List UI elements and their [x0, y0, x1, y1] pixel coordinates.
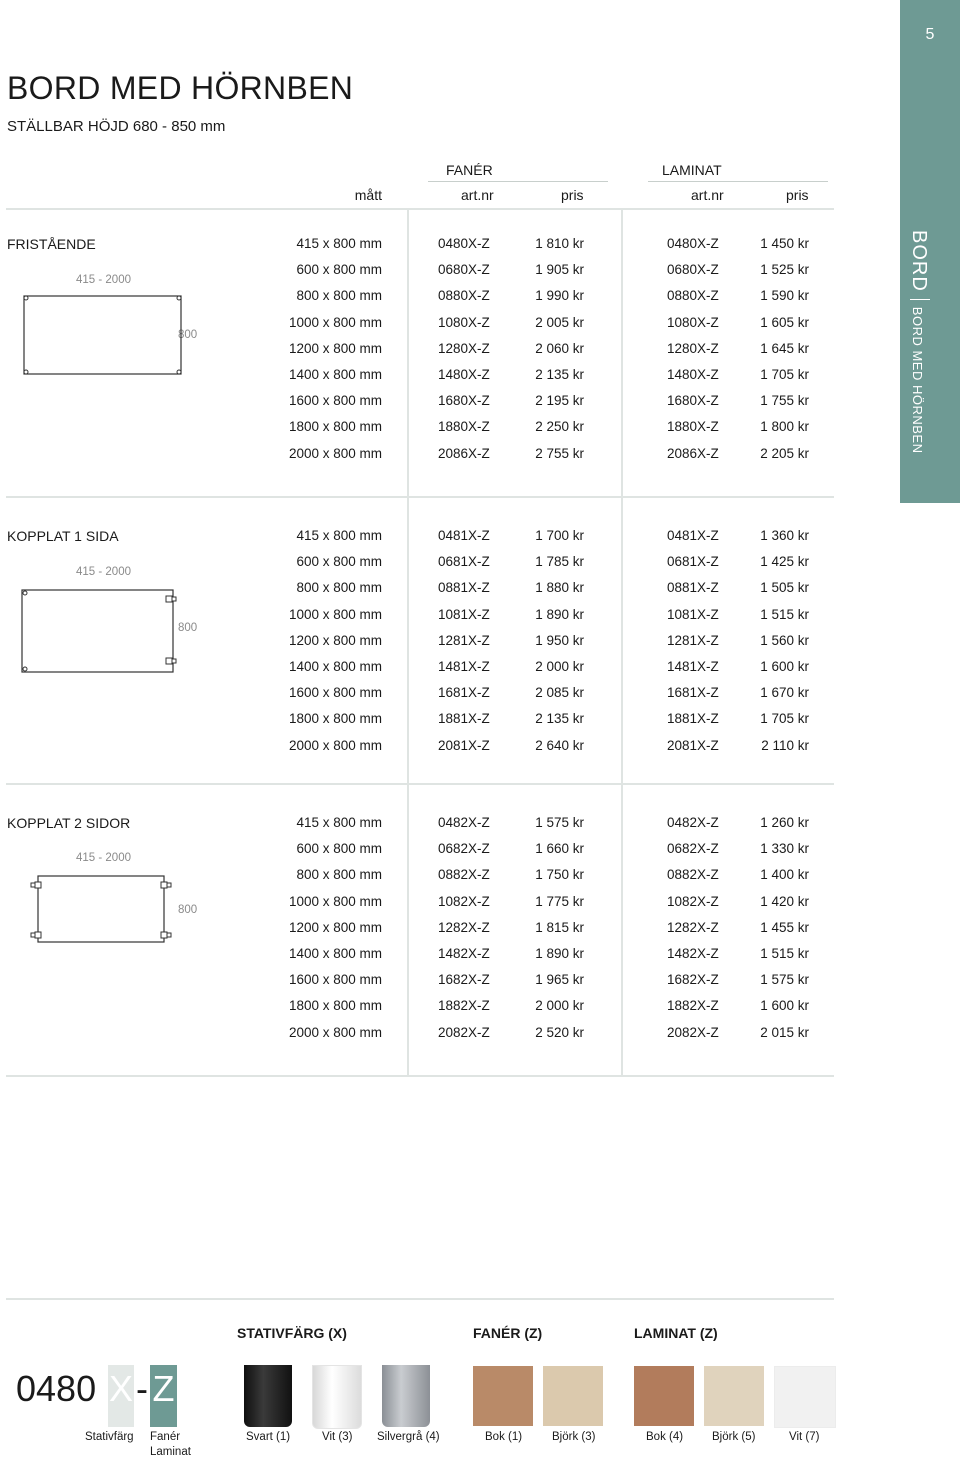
- cell-faner-artnr: 0682X-Z: [438, 841, 490, 856]
- cell-size: 1000 x 800 mm: [288, 894, 382, 909]
- cell-size: 415 x 800 mm: [296, 528, 382, 543]
- cell-laminat-pris: 1 600 kr: [760, 659, 809, 674]
- side-tab-sub: BORD MED HÖRNBEN: [910, 306, 925, 454]
- cell-laminat-pris: 2 015 kr: [760, 1025, 809, 1040]
- cell-laminat-artnr: 1480X-Z: [667, 367, 719, 382]
- cell-laminat-artnr: 1281X-Z: [667, 633, 719, 648]
- cell-laminat-pris: 1 260 kr: [760, 815, 809, 830]
- section2-rule: [6, 783, 834, 785]
- cell-faner-pris: 2 060 kr: [535, 341, 584, 356]
- cell-faner-pris: 2 640 kr: [535, 738, 584, 753]
- cell-laminat-artnr: 1082X-Z: [667, 894, 719, 909]
- cell-faner-artnr: 1680X-Z: [438, 393, 490, 408]
- cell-size: 800 x 800 mm: [296, 867, 382, 882]
- cell-laminat-artnr: 2081X-Z: [667, 738, 719, 753]
- cell-laminat-artnr: 0482X-Z: [667, 815, 719, 830]
- cell-faner-pris: 1 905 kr: [535, 262, 584, 277]
- code-digits: 0480: [16, 1368, 97, 1409]
- cell-faner-pris: 1 880 kr: [535, 580, 584, 595]
- cell-faner-artnr: 2086X-Z: [438, 446, 490, 461]
- cell-size: 1400 x 800 mm: [288, 659, 382, 674]
- cell-faner-pris: 1 810 kr: [535, 236, 584, 251]
- swatch-label: Bok (1): [485, 1431, 523, 1443]
- header-laminat: LAMINAT: [662, 162, 722, 178]
- cell-laminat-pris: 1 705 kr: [760, 367, 809, 382]
- cell-size: 1600 x 800 mm: [288, 393, 382, 408]
- cell-laminat-pris: 1 560 kr: [760, 633, 809, 648]
- cell-faner-pris: 1 815 kr: [535, 920, 584, 935]
- cell-faner-artnr: 1882X-Z: [438, 998, 490, 1013]
- side-tab-divider: [910, 299, 930, 300]
- cell-laminat-pris: 1 425 kr: [760, 554, 809, 569]
- cell-size: 1000 x 800 mm: [288, 315, 382, 330]
- cell-faner-artnr: 1082X-Z: [438, 894, 490, 909]
- col-laminat-artnr: art.nr: [691, 187, 724, 203]
- cell-laminat-pris: 1 400 kr: [760, 867, 809, 882]
- code-label-faner: Fanér: [150, 1431, 181, 1443]
- cell-faner-artnr: 1080X-Z: [438, 315, 490, 330]
- cell-laminat-pris: 1 330 kr: [760, 841, 809, 856]
- cell-laminat-pris: 1 590 kr: [760, 288, 809, 303]
- swatch-faner-bjork: [543, 1366, 603, 1426]
- cell-faner-artnr: 0680X-Z: [438, 262, 490, 277]
- cell-faner-artnr: 2081X-Z: [438, 738, 490, 753]
- col-faner-pris: pris: [561, 187, 584, 203]
- cell-faner-artnr: 1480X-Z: [438, 367, 490, 382]
- cell-size: 415 x 800 mm: [296, 815, 382, 830]
- cell-faner-artnr: 1881X-Z: [438, 711, 490, 726]
- cell-faner-artnr: 0681X-Z: [438, 554, 490, 569]
- cell-faner-pris: 1 965 kr: [535, 972, 584, 987]
- page-subtitle: STÄLLBAR HÖJD 680 - 850 mm: [7, 118, 226, 135]
- legend-head-stativ: STATIVFÄRG (X): [237, 1325, 347, 1341]
- leg-swatch-vit: [312, 1365, 362, 1429]
- cell-size: 2000 x 800 mm: [288, 738, 382, 753]
- col-divider-2: [621, 208, 623, 1075]
- swatch-label: Vit (3): [322, 1431, 353, 1443]
- cell-laminat-pris: 2 110 kr: [761, 738, 809, 753]
- cell-laminat-pris: 1 525 kr: [760, 262, 809, 277]
- cell-faner-pris: 2 755 kr: [535, 446, 584, 461]
- cell-laminat-pris: 1 645 kr: [760, 341, 809, 356]
- cell-laminat-pris: 1 575 kr: [760, 972, 809, 987]
- leg-swatch-svart: [244, 1365, 292, 1427]
- cell-laminat-pris: 1 360 kr: [760, 528, 809, 543]
- swatch-laminat-vit: [774, 1366, 836, 1428]
- cell-faner-artnr: 0882X-Z: [438, 867, 490, 882]
- diagram-depth-label: 800: [178, 622, 198, 634]
- cell-faner-pris: 2 005 kr: [535, 315, 584, 330]
- cell-faner-pris: 1 990 kr: [535, 288, 584, 303]
- cell-laminat-artnr: 0480X-Z: [667, 236, 719, 251]
- cell-size: 2000 x 800 mm: [288, 446, 382, 461]
- cell-laminat-artnr: 1080X-Z: [667, 315, 719, 330]
- code-dash: -: [136, 1368, 148, 1409]
- cell-faner-artnr: 1482X-Z: [438, 946, 490, 961]
- cell-laminat-pris: 1 515 kr: [760, 607, 809, 622]
- cell-size: 1800 x 800 mm: [288, 711, 382, 726]
- page-title: BORD MED HÖRNBEN: [7, 70, 354, 106]
- cell-laminat-artnr: 0882X-Z: [667, 867, 719, 882]
- cell-laminat-pris: 1 670 kr: [760, 685, 809, 700]
- side-tab-main: BORD: [908, 230, 930, 292]
- cell-faner-pris: 2 135 kr: [535, 711, 584, 726]
- section-label-kopplat-1: KOPPLAT 1 SIDA: [7, 528, 119, 544]
- cell-faner-artnr: 0480X-Z: [438, 236, 490, 251]
- cell-faner-pris: 2 195 kr: [535, 393, 584, 408]
- header-rule: [6, 208, 834, 210]
- cell-faner-artnr: 0881X-Z: [438, 580, 490, 595]
- cell-laminat-artnr: 0681X-Z: [667, 554, 719, 569]
- code-x: X: [108, 1365, 134, 1427]
- swatch-label: Bok (4): [646, 1431, 684, 1443]
- table-diagram-coupled-two-sides: [28, 870, 178, 950]
- cell-size: 1200 x 800 mm: [288, 341, 382, 356]
- cell-laminat-artnr: 0680X-Z: [667, 262, 719, 277]
- cell-laminat-pris: 1 450 kr: [760, 236, 809, 251]
- cell-laminat-artnr: 0881X-Z: [667, 580, 719, 595]
- cell-laminat-artnr: 1482X-Z: [667, 946, 719, 961]
- code-label-laminat: Laminat: [150, 1446, 191, 1458]
- leg-swatch-silvergra: [382, 1365, 430, 1427]
- cell-faner-pris: 2 085 kr: [535, 685, 584, 700]
- cell-size: 1800 x 800 mm: [288, 419, 382, 434]
- cell-size: 800 x 800 mm: [296, 288, 382, 303]
- cell-size: 1400 x 800 mm: [288, 946, 382, 961]
- cell-faner-artnr: 0481X-Z: [438, 528, 490, 543]
- cell-faner-pris: 2 000 kr: [535, 998, 584, 1013]
- cell-faner-pris: 1 785 kr: [535, 554, 584, 569]
- cell-laminat-artnr: 1280X-Z: [667, 341, 719, 356]
- legend-head-laminat: LAMINAT (Z): [634, 1325, 718, 1341]
- col-matt: mått: [354, 187, 382, 203]
- diagram-width-label: 415 - 2000: [76, 566, 131, 578]
- cell-laminat-pris: 1 600 kr: [760, 998, 809, 1013]
- cell-faner-pris: 1 775 kr: [535, 894, 584, 909]
- cell-laminat-pris: 1 755 kr: [760, 393, 809, 408]
- cell-laminat-artnr: 2082X-Z: [667, 1025, 719, 1040]
- cell-faner-artnr: 2082X-Z: [438, 1025, 490, 1040]
- cell-size: 1600 x 800 mm: [288, 972, 382, 987]
- cell-faner-pris: 2 135 kr: [535, 367, 584, 382]
- diagram-depth-label: 800: [178, 904, 198, 916]
- cell-laminat-pris: 1 515 kr: [760, 946, 809, 961]
- legend-head-faner: FANÉR (Z): [473, 1325, 543, 1341]
- section-label-fristaende: FRISTÅENDE: [7, 236, 96, 252]
- cell-laminat-pris: 2 205 kr: [760, 446, 809, 461]
- swatch-label: Björk (3): [552, 1431, 596, 1443]
- cell-faner-pris: 2 520 kr: [535, 1025, 584, 1040]
- cell-size: 1000 x 800 mm: [288, 607, 382, 622]
- cell-laminat-artnr: 1681X-Z: [667, 685, 719, 700]
- col-laminat-pris: pris: [786, 187, 809, 203]
- cell-size: 1200 x 800 mm: [288, 633, 382, 648]
- cell-laminat-artnr: 1081X-Z: [667, 607, 719, 622]
- cell-faner-artnr: 1481X-Z: [438, 659, 490, 674]
- cell-faner-pris: 1 660 kr: [535, 841, 584, 856]
- cell-faner-artnr: 0482X-Z: [438, 815, 490, 830]
- cell-faner-pris: 2 000 kr: [535, 659, 584, 674]
- cell-faner-artnr: 1081X-Z: [438, 607, 490, 622]
- swatch-laminat-bjork: [704, 1366, 764, 1426]
- cell-size: 415 x 800 mm: [296, 236, 382, 251]
- cell-size: 600 x 800 mm: [296, 554, 382, 569]
- cell-faner-artnr: 1682X-Z: [438, 972, 490, 987]
- section1-rule: [6, 496, 834, 498]
- diagram-depth-label: 800: [178, 329, 198, 341]
- cell-faner-pris: 2 250 kr: [535, 419, 584, 434]
- cell-laminat-artnr: 1882X-Z: [667, 998, 719, 1013]
- diagram-width-label: 415 - 2000: [76, 852, 131, 864]
- cell-laminat-pris: 1 455 kr: [760, 920, 809, 935]
- cell-size: 800 x 800 mm: [296, 580, 382, 595]
- cell-faner-pris: 1 700 kr: [535, 528, 584, 543]
- cell-laminat-artnr: 1481X-Z: [667, 659, 719, 674]
- col-divider-1: [407, 208, 409, 1075]
- swatch-label: Silvergrå (4): [377, 1431, 440, 1443]
- cell-size: 1400 x 800 mm: [288, 367, 382, 382]
- page-number: 5: [925, 26, 935, 43]
- cell-faner-artnr: 1880X-Z: [438, 419, 490, 434]
- cell-laminat-pris: 1 705 kr: [760, 711, 809, 726]
- header-laminat-rule: [648, 181, 828, 182]
- cell-faner-artnr: 1681X-Z: [438, 685, 490, 700]
- cell-laminat-pris: 1 800 kr: [760, 419, 809, 434]
- cell-size: 1200 x 800 mm: [288, 920, 382, 935]
- header-faner: FANÉR: [446, 162, 493, 178]
- swatch-laminat-bok: [634, 1366, 694, 1426]
- table-diagram-coupled-one-side: [18, 584, 188, 679]
- cell-laminat-artnr: 0682X-Z: [667, 841, 719, 856]
- diagram-width-label: 415 - 2000: [76, 274, 131, 286]
- cell-laminat-artnr: 1880X-Z: [667, 419, 719, 434]
- cell-size: 1600 x 800 mm: [288, 685, 382, 700]
- legend-top-rule: [6, 1298, 834, 1300]
- cell-laminat-artnr: 0481X-Z: [667, 528, 719, 543]
- header-faner-rule: [428, 181, 608, 182]
- cell-laminat-artnr: 1682X-Z: [667, 972, 719, 987]
- cell-laminat-pris: 1 505 kr: [760, 580, 809, 595]
- cell-laminat-artnr: 2086X-Z: [667, 446, 719, 461]
- cell-faner-pris: 1 750 kr: [535, 867, 584, 882]
- cell-laminat-artnr: 1881X-Z: [667, 711, 719, 726]
- side-tab-label: [868, 230, 960, 454]
- cell-laminat-artnr: 0880X-Z: [667, 288, 719, 303]
- section-label-kopplat-2: KOPPLAT 2 SIDOR: [7, 815, 131, 831]
- swatch-faner-bok: [473, 1366, 533, 1426]
- cell-faner-pris: 1 950 kr: [535, 633, 584, 648]
- section3-rule: [6, 1075, 834, 1077]
- swatch-label: Vit (7): [789, 1431, 820, 1443]
- cell-size: 1800 x 800 mm: [288, 998, 382, 1013]
- cell-size: 2000 x 800 mm: [288, 1025, 382, 1040]
- cell-faner-artnr: 1282X-Z: [438, 920, 490, 935]
- cell-faner-artnr: 0880X-Z: [438, 288, 490, 303]
- cell-laminat-pris: 1 605 kr: [760, 315, 809, 330]
- swatch-label: Svart (1): [246, 1431, 291, 1443]
- cell-laminat-artnr: 1282X-Z: [667, 920, 719, 935]
- cell-laminat-artnr: 1680X-Z: [667, 393, 719, 408]
- cell-faner-pris: 1 890 kr: [535, 946, 584, 961]
- cell-faner-pris: 1 890 kr: [535, 607, 584, 622]
- cell-faner-artnr: 1281X-Z: [438, 633, 490, 648]
- cell-faner-artnr: 1280X-Z: [438, 341, 490, 356]
- table-diagram-freestanding: [18, 290, 188, 385]
- code-label-stativ: Stativfärg: [85, 1431, 134, 1443]
- swatch-label: Björk (5): [712, 1431, 756, 1443]
- code-z: Z: [150, 1365, 177, 1427]
- cell-faner-pris: 1 575 kr: [535, 815, 584, 830]
- cell-size: 600 x 800 mm: [296, 262, 382, 277]
- cell-laminat-pris: 1 420 kr: [760, 894, 809, 909]
- cell-size: 600 x 800 mm: [296, 841, 382, 856]
- col-faner-artnr: art.nr: [461, 187, 494, 203]
